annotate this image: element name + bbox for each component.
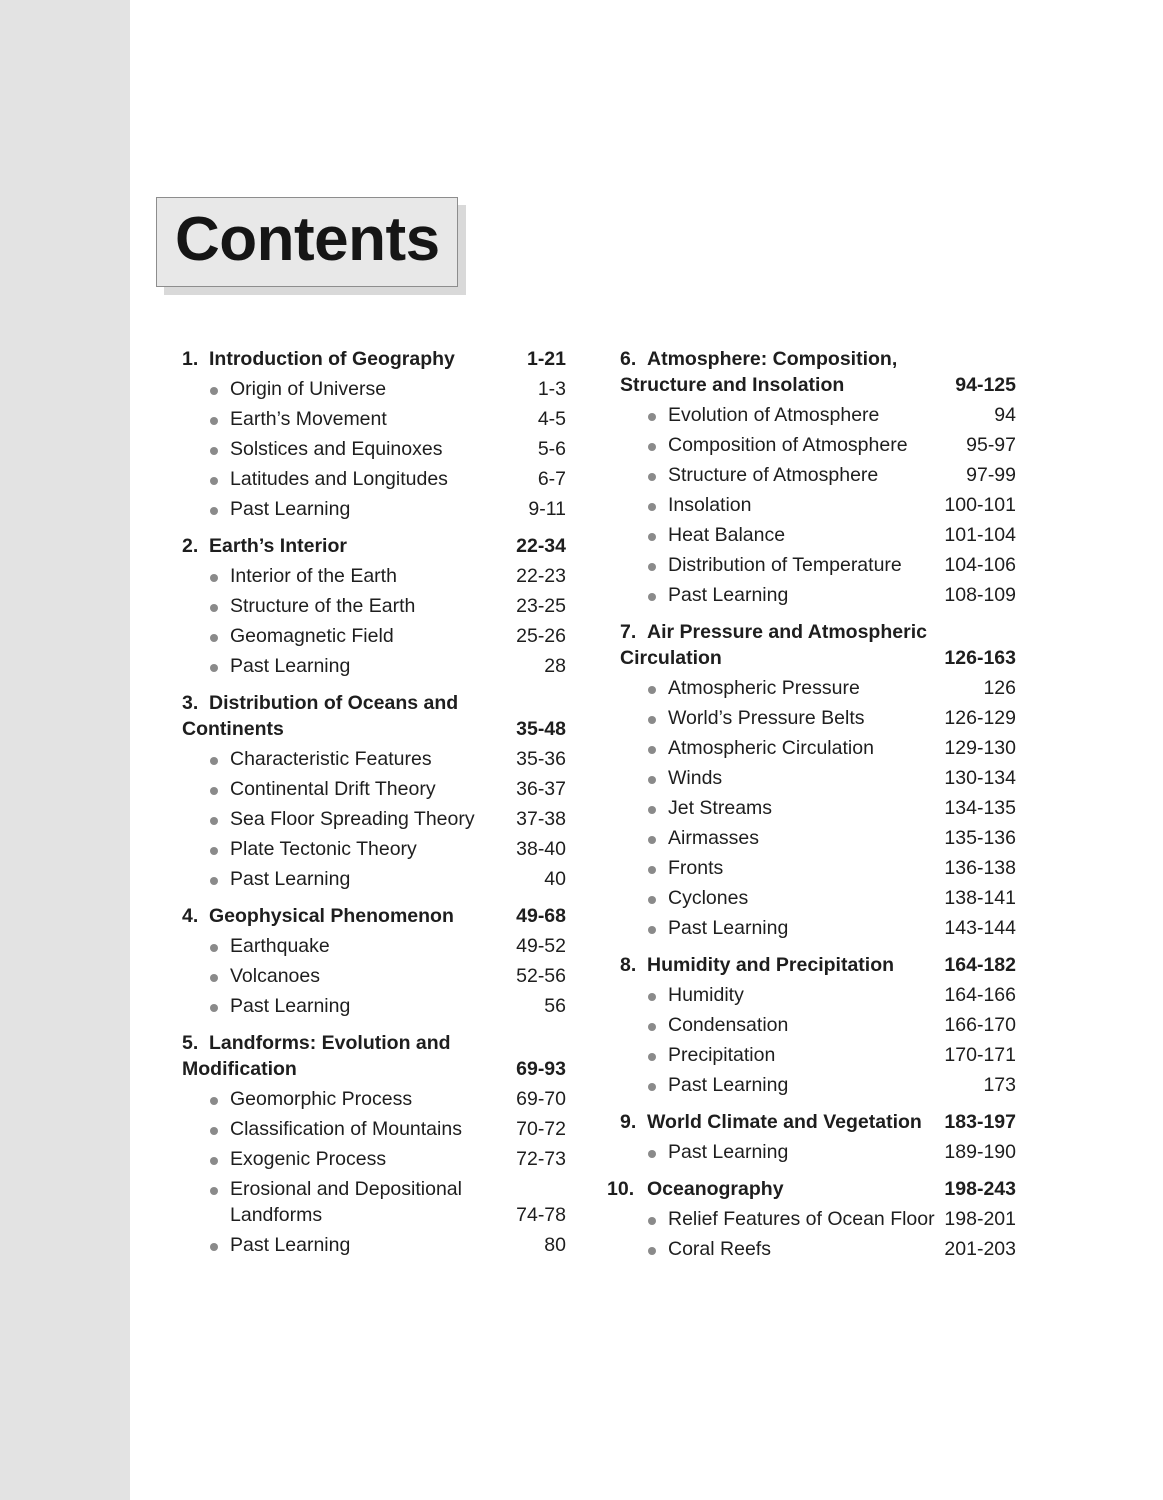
topic-label: Geomagnetic Field xyxy=(230,625,394,647)
toc-chapter xyxy=(620,346,1016,608)
chapter-heading[interactable] xyxy=(182,346,566,372)
topic-pages: 5-6 xyxy=(537,438,566,460)
topic-list xyxy=(182,933,566,1019)
chapter-title: Introduction of Geography xyxy=(209,348,455,370)
topic-label: Atmospheric Circulation xyxy=(668,737,874,759)
topic-entry[interactable] xyxy=(182,1086,566,1112)
topic-label: Relief Features of Ocean Floor xyxy=(668,1208,935,1230)
chapter-pages: 22-34 xyxy=(516,535,566,557)
topic-entry[interactable] xyxy=(182,776,566,802)
bullet-dot-icon xyxy=(648,593,656,601)
topic-label: Insolation xyxy=(668,494,752,516)
chapter-title: Distribution of Oceans and Continents xyxy=(182,692,459,740)
topic-entry[interactable] xyxy=(620,1139,1016,1165)
topic-label: Sea Floor Spreading Theory xyxy=(230,808,475,830)
topic-pages: 130-134 xyxy=(944,767,1016,789)
topic-pages: 38-40 xyxy=(516,838,566,860)
bullet-dot-icon xyxy=(648,926,656,934)
topic-entry[interactable] xyxy=(182,806,566,832)
bullet-dot-icon xyxy=(210,1097,218,1105)
topic-label: Past Learning xyxy=(230,655,351,677)
topic-entry[interactable] xyxy=(620,765,1016,791)
topic-label: Past Learning xyxy=(668,584,789,606)
topic-entry[interactable] xyxy=(182,436,566,462)
bullet-dot-icon xyxy=(210,847,218,855)
title-frame xyxy=(156,197,458,287)
topic-pages: 134-135 xyxy=(944,797,1016,819)
topic-label: Condensation xyxy=(668,1014,789,1036)
topic-label: Past Learning xyxy=(668,1141,789,1163)
topic-label: Structure of the Earth xyxy=(230,595,416,617)
toc-chapter xyxy=(620,1109,1016,1165)
chapter-number: 2. xyxy=(182,535,199,557)
topic-pages: 170-171 xyxy=(944,1044,1016,1066)
topic-pages: 37-38 xyxy=(516,808,566,830)
chapter-number: 6. xyxy=(620,348,637,370)
topic-entry[interactable] xyxy=(620,885,1016,911)
topic-label: Evolution of Atmosphere xyxy=(668,404,880,426)
bullet-dot-icon xyxy=(648,1023,656,1031)
topic-list xyxy=(182,376,566,522)
topic-entry[interactable] xyxy=(620,855,1016,881)
topic-pages: 126-129 xyxy=(944,707,1016,729)
topic-pages: 70-72 xyxy=(516,1118,566,1140)
topic-pages: 72-73 xyxy=(516,1148,566,1170)
topic-entry[interactable] xyxy=(620,492,1016,518)
topic-pages: 164-166 xyxy=(944,984,1016,1006)
page-margin-strip xyxy=(0,0,130,1500)
bullet-dot-icon xyxy=(210,574,218,582)
topic-entry[interactable] xyxy=(182,593,566,619)
bullet-dot-icon xyxy=(210,817,218,825)
topic-list xyxy=(182,1086,566,1258)
chapter-title: World Climate and Vegetation xyxy=(647,1111,922,1133)
topic-pages: 95-97 xyxy=(966,434,1016,456)
chapter-heading[interactable] xyxy=(607,1176,1016,1202)
topic-pages: 100-101 xyxy=(944,494,1016,516)
topic-pages: 1-3 xyxy=(537,378,566,400)
topic-entry[interactable] xyxy=(620,735,1016,761)
chapter-pages: 69-93 xyxy=(516,1058,566,1080)
topic-label: Earthquake xyxy=(230,935,330,957)
toc-chapter xyxy=(182,346,566,522)
topic-entry[interactable] xyxy=(182,563,566,589)
topic-label: Heat Balance xyxy=(668,524,786,546)
chapter-pages: 126-163 xyxy=(944,647,1016,669)
topic-entry[interactable] xyxy=(182,376,566,402)
topic-label: Earth’s Movement xyxy=(230,408,387,430)
topic-label: Volcanoes xyxy=(230,965,320,987)
chapter-title: Oceanography xyxy=(647,1178,784,1200)
topic-entry[interactable] xyxy=(620,915,1016,941)
topic-entry[interactable] xyxy=(620,1206,1016,1232)
toc-chapter xyxy=(182,533,566,679)
bullet-dot-icon xyxy=(210,757,218,765)
topic-list xyxy=(620,1139,1016,1165)
topic-entry[interactable] xyxy=(182,963,566,989)
topic-pages: 80 xyxy=(544,1234,566,1256)
topic-entry[interactable] xyxy=(182,406,566,432)
bullet-dot-icon xyxy=(648,1247,656,1255)
topic-list xyxy=(182,563,566,679)
chapter-title: Atmosphere: Composition, Structure and Insolation xyxy=(620,348,898,396)
topic-list xyxy=(182,746,566,892)
topic-entry[interactable] xyxy=(620,432,1016,458)
topic-label: Continental Drift Theory xyxy=(230,778,436,800)
topic-entry[interactable] xyxy=(620,1012,1016,1038)
topic-entry[interactable] xyxy=(182,623,566,649)
bullet-dot-icon xyxy=(648,716,656,724)
page-title: Contents xyxy=(175,205,440,274)
topic-entry[interactable] xyxy=(182,1232,566,1258)
topic-pages: 166-170 xyxy=(944,1014,1016,1036)
topic-pages: 9-11 xyxy=(528,498,566,520)
topic-entry[interactable] xyxy=(620,675,1016,701)
bullet-dot-icon xyxy=(210,974,218,982)
topic-label: Humidity xyxy=(668,984,744,1006)
topic-pages: 173 xyxy=(983,1074,1016,1096)
topic-label: Exogenic Process xyxy=(230,1148,387,1170)
topic-label: Plate Tectonic Theory xyxy=(230,838,417,860)
bullet-dot-icon xyxy=(648,746,656,754)
chapter-title: Humidity and Precipitation xyxy=(647,954,895,976)
bullet-dot-icon xyxy=(648,866,656,874)
topic-entry[interactable] xyxy=(620,825,1016,851)
topic-entry[interactable] xyxy=(182,466,566,492)
topic-entry[interactable] xyxy=(620,462,1016,488)
bullet-dot-icon xyxy=(648,686,656,694)
topic-entry[interactable] xyxy=(182,653,566,679)
topic-label: Interior of the Earth xyxy=(230,565,397,587)
topic-pages: 36-37 xyxy=(516,778,566,800)
chapter-number: 10. xyxy=(607,1178,635,1200)
topic-pages: 49-52 xyxy=(516,935,566,957)
bullet-dot-icon xyxy=(210,1157,218,1165)
chapter-number: 1. xyxy=(182,348,199,370)
bullet-dot-icon xyxy=(210,664,218,672)
topic-label: Past Learning xyxy=(230,1234,351,1256)
chapter-heading[interactable] xyxy=(620,1109,1016,1135)
topic-entry[interactable] xyxy=(620,402,1016,428)
bullet-dot-icon xyxy=(210,1004,218,1012)
topic-label: Airmasses xyxy=(668,827,760,849)
topic-pages: 35-36 xyxy=(516,748,566,770)
bullet-dot-icon xyxy=(648,993,656,1001)
bullet-dot-icon xyxy=(210,604,218,612)
topic-pages: 40 xyxy=(544,868,566,890)
topic-entry[interactable] xyxy=(620,1072,1016,1098)
chapter-number: 4. xyxy=(182,905,199,927)
topic-label: Origin of Universe xyxy=(230,378,387,400)
bullet-dot-icon xyxy=(648,1053,656,1061)
topic-label: Structure of Atmosphere xyxy=(668,464,879,486)
topic-pages: 101-104 xyxy=(944,524,1016,546)
topic-entry[interactable] xyxy=(182,746,566,772)
topic-entry[interactable] xyxy=(620,795,1016,821)
bullet-dot-icon xyxy=(648,806,656,814)
chapter-pages: 183-197 xyxy=(944,1111,1016,1133)
chapter-title: Landforms: Evolution and Modification xyxy=(182,1032,451,1080)
topic-pages: 28 xyxy=(544,655,566,677)
topic-pages: 143-144 xyxy=(944,917,1016,939)
bullet-dot-icon xyxy=(210,1243,218,1251)
topic-pages: 94 xyxy=(994,404,1016,426)
topic-entry[interactable] xyxy=(182,1146,566,1172)
topic-label: Atmospheric Pressure xyxy=(668,677,860,699)
bullet-dot-icon xyxy=(210,417,218,425)
topic-pages: 136-138 xyxy=(944,857,1016,879)
chapter-number: 7. xyxy=(620,621,637,643)
topic-pages: 6-7 xyxy=(537,468,566,490)
chapter-pages: 164-182 xyxy=(944,954,1016,976)
chapter-pages: 94-125 xyxy=(955,374,1016,396)
topic-pages: 189-190 xyxy=(944,1141,1016,1163)
bullet-dot-icon xyxy=(648,776,656,784)
topic-label: Past Learning xyxy=(230,868,351,890)
topic-label: Solstices and Equinoxes xyxy=(230,438,443,460)
topic-list xyxy=(620,402,1016,608)
topic-pages: 23-25 xyxy=(516,595,566,617)
topic-pages: 104-106 xyxy=(944,554,1016,576)
bullet-dot-icon xyxy=(210,387,218,395)
topic-pages: 138-141 xyxy=(944,887,1016,909)
chapter-title: Geophysical Phenomenon xyxy=(209,905,454,927)
bullet-dot-icon xyxy=(210,877,218,885)
toc-chapter xyxy=(182,1030,566,1258)
bullet-dot-icon xyxy=(210,1187,218,1195)
topic-entry[interactable] xyxy=(182,933,566,959)
topic-pages: 97-99 xyxy=(966,464,1016,486)
topic-entry[interactable] xyxy=(182,496,566,522)
bullet-dot-icon xyxy=(648,413,656,421)
topic-pages: 25-26 xyxy=(516,625,566,647)
bullet-dot-icon xyxy=(210,507,218,515)
topic-pages: 129-130 xyxy=(944,737,1016,759)
topic-pages: 126 xyxy=(983,677,1016,699)
topic-pages: 74-78 xyxy=(516,1204,566,1226)
topic-pages: 201-203 xyxy=(944,1238,1016,1260)
topic-pages: 135-136 xyxy=(944,827,1016,849)
bullet-dot-icon xyxy=(210,1127,218,1135)
topic-label: Past Learning xyxy=(230,995,351,1017)
chapter-title: Air Pressure and Atmospheric Circulation xyxy=(620,621,927,669)
chapter-heading[interactable] xyxy=(620,346,1016,398)
topic-label: Fronts xyxy=(668,857,724,879)
toc-column-right xyxy=(607,346,1016,1273)
topic-label: Past Learning xyxy=(230,498,351,520)
chapter-number: 8. xyxy=(620,954,637,976)
chapter-heading[interactable] xyxy=(182,903,566,929)
topic-entry[interactable] xyxy=(620,552,1016,578)
topic-entry[interactable] xyxy=(620,705,1016,731)
bullet-dot-icon xyxy=(648,896,656,904)
toc-chapter xyxy=(182,690,566,892)
topic-label: Erosional and Depositional Landforms xyxy=(230,1178,462,1226)
chapter-heading[interactable] xyxy=(182,1030,566,1082)
bullet-dot-icon xyxy=(210,634,218,642)
chapter-pages: 198-243 xyxy=(944,1178,1016,1200)
topic-label: Jet Streams xyxy=(668,797,773,819)
chapter-heading[interactable] xyxy=(620,952,1016,978)
topic-entry[interactable] xyxy=(182,1176,566,1228)
bullet-dot-icon xyxy=(648,1217,656,1225)
topic-label: Past Learning xyxy=(668,917,789,939)
bullet-dot-icon xyxy=(648,473,656,481)
topic-label: Characteristic Features xyxy=(230,748,432,770)
topic-label: Past Learning xyxy=(668,1074,789,1096)
topic-pages: 22-23 xyxy=(516,565,566,587)
topic-label: Geomorphic Process xyxy=(230,1088,413,1110)
chapter-pages: 35-48 xyxy=(516,718,566,740)
topic-entry[interactable] xyxy=(620,582,1016,608)
topic-label: Composition of Atmosphere xyxy=(668,434,908,456)
toc-chapter xyxy=(620,952,1016,1098)
chapter-heading[interactable] xyxy=(182,533,566,559)
topic-pages: 52-56 xyxy=(516,965,566,987)
chapter-number: 3. xyxy=(182,692,199,714)
topic-label: World’s Pressure Belts xyxy=(668,707,865,729)
topic-entry[interactable] xyxy=(182,866,566,892)
bullet-dot-icon xyxy=(210,477,218,485)
topic-label: Latitudes and Longitudes xyxy=(230,468,448,490)
chapter-heading[interactable] xyxy=(620,619,1016,671)
chapter-pages: 1-21 xyxy=(526,348,566,370)
topic-entry[interactable] xyxy=(620,982,1016,1008)
topic-label: Classification of Mountains xyxy=(230,1118,462,1140)
bullet-dot-icon xyxy=(648,836,656,844)
bullet-dot-icon xyxy=(648,443,656,451)
topic-entry[interactable] xyxy=(620,1042,1016,1068)
bullet-dot-icon xyxy=(648,563,656,571)
topic-pages: 198-201 xyxy=(944,1208,1016,1230)
topic-entry[interactable] xyxy=(182,836,566,862)
topic-pages: 69-70 xyxy=(516,1088,566,1110)
bullet-dot-icon xyxy=(648,533,656,541)
topic-pages: 4-5 xyxy=(537,408,566,430)
chapter-number: 9. xyxy=(620,1111,637,1133)
toc-chapter xyxy=(607,1176,1016,1262)
topic-list xyxy=(620,982,1016,1098)
topic-pages: 108-109 xyxy=(944,584,1016,606)
topic-label: Winds xyxy=(668,767,723,789)
chapter-heading[interactable] xyxy=(182,690,566,742)
topic-label: Cyclones xyxy=(668,887,749,909)
topic-entry[interactable] xyxy=(620,522,1016,548)
bullet-dot-icon xyxy=(648,1150,656,1158)
topic-pages: 56 xyxy=(544,995,566,1017)
topic-entry[interactable] xyxy=(620,1236,1016,1262)
bullet-dot-icon xyxy=(210,944,218,952)
toc-chapter xyxy=(182,903,566,1019)
chapter-title: Earth’s Interior xyxy=(209,535,347,557)
topic-entry[interactable] xyxy=(182,993,566,1019)
chapter-pages: 49-68 xyxy=(516,905,566,927)
topic-label: Precipitation xyxy=(668,1044,776,1066)
bullet-dot-icon xyxy=(648,503,656,511)
chapter-number: 5. xyxy=(182,1032,199,1054)
toc-column-left xyxy=(182,346,566,1269)
topic-list xyxy=(620,675,1016,941)
topic-label: Coral Reefs xyxy=(668,1238,771,1260)
bullet-dot-icon xyxy=(648,1083,656,1091)
contents-title-box xyxy=(156,197,458,287)
topic-entry[interactable] xyxy=(182,1116,566,1142)
topic-list xyxy=(620,1206,1016,1262)
bullet-dot-icon xyxy=(210,447,218,455)
bullet-dot-icon xyxy=(210,787,218,795)
topic-label: Distribution of Temperature xyxy=(668,554,902,576)
toc-chapter xyxy=(620,619,1016,941)
